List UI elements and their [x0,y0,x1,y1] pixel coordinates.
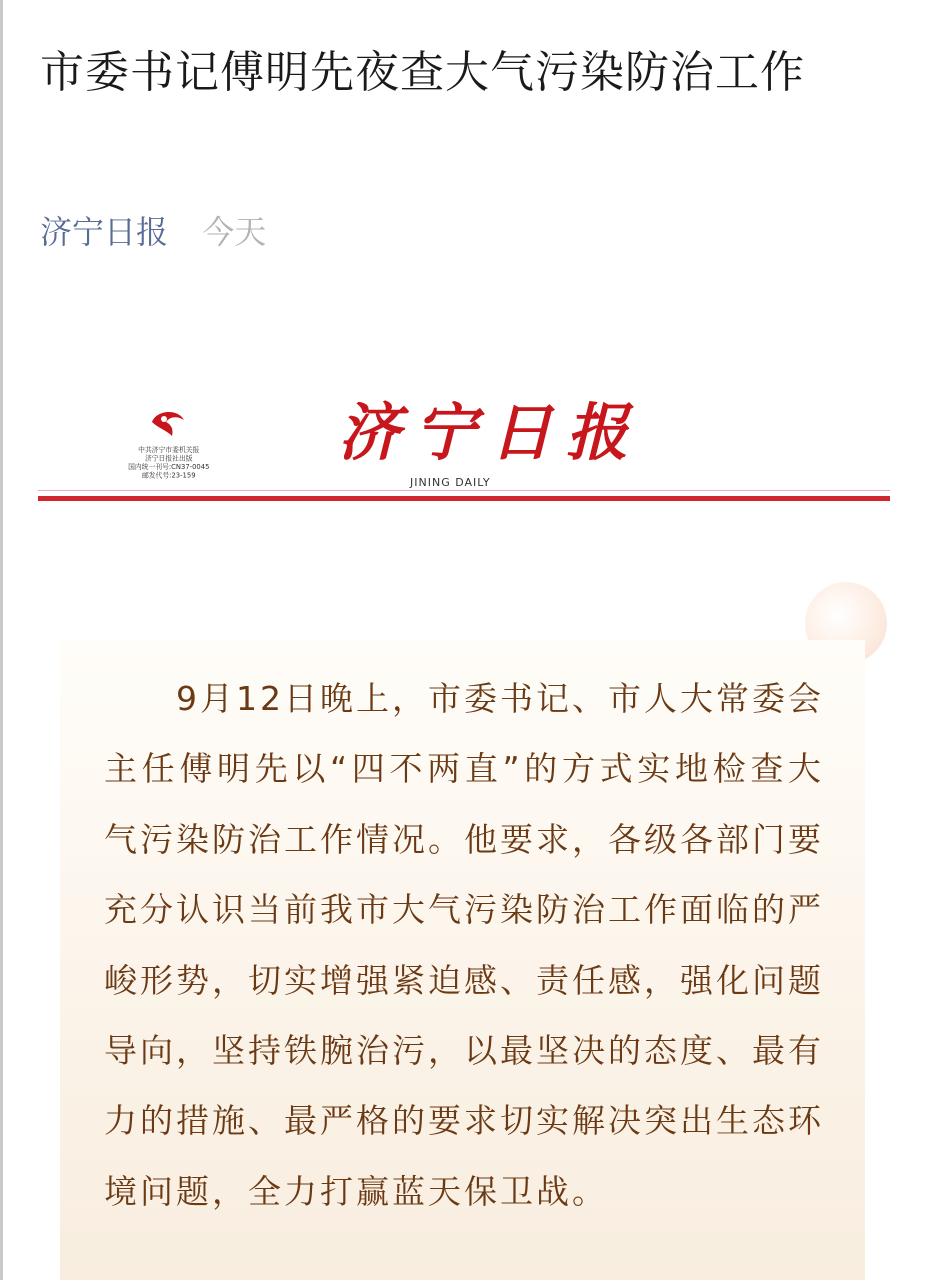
masthead-thin-rule [38,490,890,491]
source-link[interactable]: 济宁日报 [40,213,169,251]
article-meta [40,208,266,256]
masthead-info-line: 中共济宁市委机关报 [138,446,200,454]
masthead-info-line: 邮发代号:23-159 [141,471,196,480]
newspaper-masthead [38,392,890,508]
masthead-publication-info [122,446,216,480]
article-paragraph: 9月12日晚上，市委书记、市人大常委会主任傅明先以“四不两直”的方式实地检查大气污染防治工作情况。他要求，各级各部门要充分认识当前我市大气污染防治工作面临的严峻形势，切实增强紧迫感、责任感，强化问题导向，坚持铁腕治污，以最坚决的态度、最有力的措施、最严格的要求切实解决突出生态环境问题，全力打赢蓝天保卫战。 [104,679,824,1211]
masthead-info-line: 济宁日报社出版 [144,454,193,463]
masthead-info-line: 国内统一刊号:CN37-0045 [128,463,210,471]
left-edge [0,0,3,1280]
publish-time: 今天 [202,213,267,251]
masthead-red-rule [38,496,890,501]
article-title: 市委书记傅明先夜查大气污染防治工作 [40,47,805,98]
masthead-english-name: JINING DAILY [410,476,491,489]
newspaper-emblem-icon [148,406,186,440]
masthead-name: 济宁日报 [338,396,643,469]
